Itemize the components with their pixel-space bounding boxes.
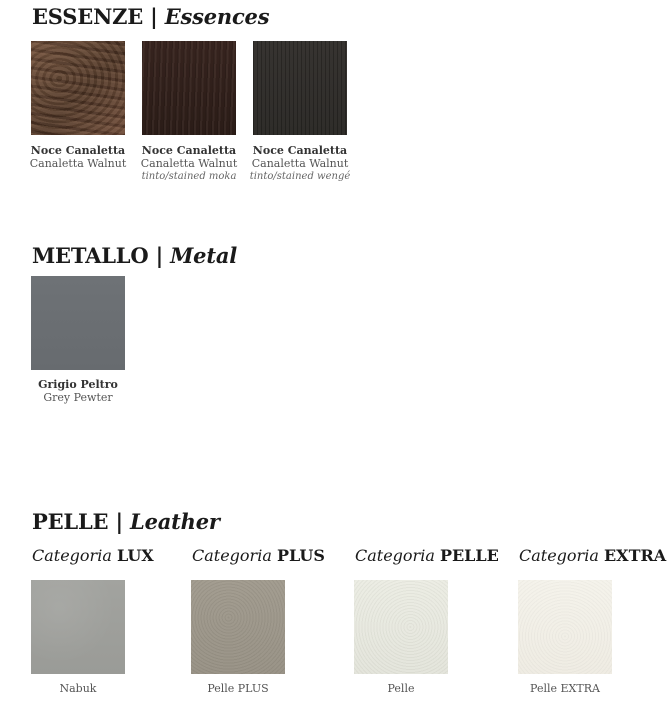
swatch-caption [173,682,303,695]
swatch-caption [235,144,365,183]
category-name: LUX [116,546,154,565]
leather-label: Pelle PLUS [207,682,269,695]
title-separator: | [143,4,165,29]
swatch-caption [336,682,466,695]
swatch-grey-pewter[interactable] [31,276,125,370]
leather-label: Pelle EXTRA [530,682,600,695]
title-separator: | [148,243,171,268]
material-name-en: Canaletta Walnut [29,157,127,170]
swatch-nabuk[interactable] [31,580,125,674]
metal-heading [32,243,237,268]
material-name-en: Canaletta Walnut [140,157,238,170]
leather-title-it: PELLE [32,509,109,534]
leather-heading [32,509,220,534]
essences-title-it: ESSENZE [32,4,144,29]
category-word: Categoria [32,546,112,565]
material-name-it: Noce Canaletta [30,144,126,157]
swatch-canaletta-walnut-moka[interactable] [142,41,236,135]
category-pelle-title [355,546,499,565]
swatch-pelle-extra[interactable] [518,580,612,674]
material-name-en: Canaletta Walnut [251,157,349,170]
swatch-canaletta-walnut-wenge[interactable] [253,41,347,135]
category-word: Categoria [355,546,435,565]
material-finish-note: tinto/stained moka [141,171,237,182]
material-name-it: Noce Canaletta [141,144,237,157]
category-name: PELLE [439,546,499,565]
leather-label: Pelle [387,682,415,695]
essences-heading [32,4,269,29]
metal-title-it: METALLO [32,243,149,268]
essences-title-en: Essences [164,4,270,29]
title-separator: | [108,509,131,534]
category-lux-title [32,546,154,565]
material-finish-note: tinto/stained wengé [249,171,351,182]
swatch-caption [500,682,630,695]
leather-label: Nabuk [59,682,97,695]
material-name-it: Grigio Peltro [38,378,118,391]
category-name: PLUS [276,546,325,565]
category-plus-title [192,546,325,565]
material-name-en: Grey Pewter [43,391,113,404]
metal-title-en: Metal [170,243,238,268]
swatch-pelle-plus[interactable] [191,580,285,674]
leather-title-en: Leather [130,509,220,534]
category-word: Categoria [519,546,599,565]
category-word: Categoria [192,546,272,565]
swatch-caption [13,682,143,695]
swatch-pelle[interactable] [354,580,448,674]
category-name: EXTRA [603,546,667,565]
swatch-canaletta-walnut[interactable] [31,41,125,135]
material-name-it: Noce Canaletta [252,144,348,157]
category-extra-title [519,546,666,565]
swatch-caption [13,378,143,404]
